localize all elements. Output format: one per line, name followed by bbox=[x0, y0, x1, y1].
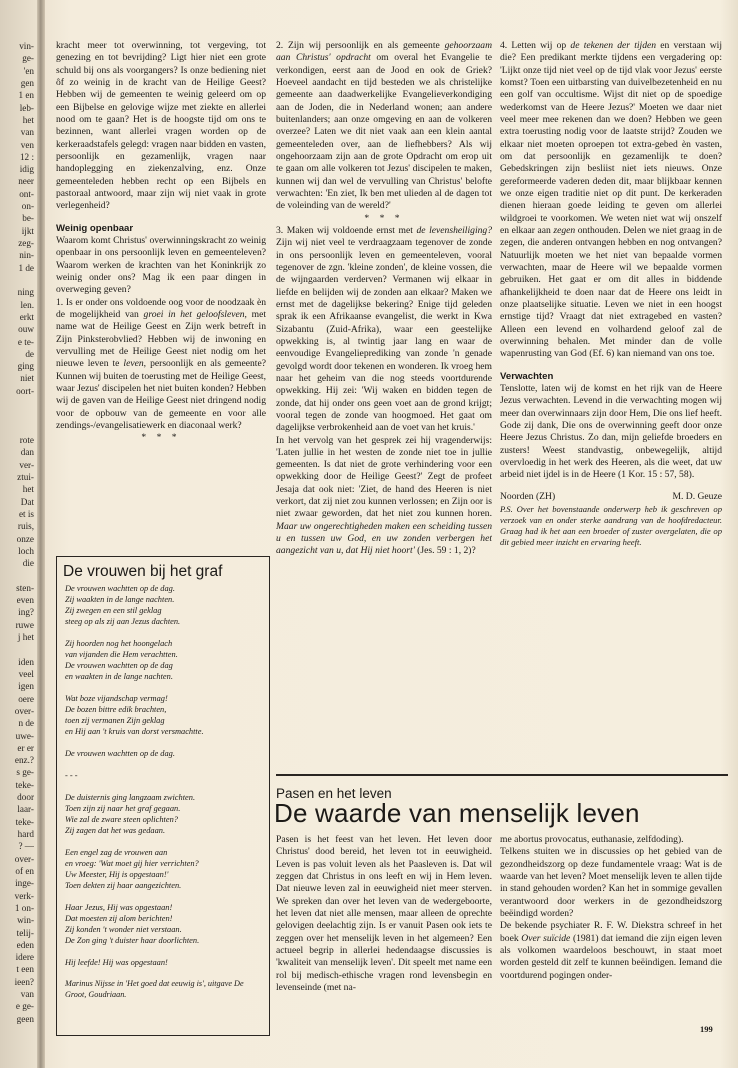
edge-fragment: gen bbox=[20, 77, 34, 88]
edge-fragment: eden bbox=[16, 939, 34, 950]
article-kicker: Pasen en het leven bbox=[276, 786, 392, 801]
paragraph: 1. Is er onder ons voldoende oog voor de noodzaak èn de mogelijkheid van groei in het geloofsleven, met name wat de Heilige Geest en Zijn werk betreft in Zijn Pinksterobvlied? Hebben wij de inwoning en vervulling met de Heilige Geest niet nodig om het nieuwe leven te leven, persoonlijk en als gemeente? Kunnen wij buiten de toerusting met de Heilige Geest, waar Jezus' discipelen het niet buiten konden? Hebben wij de gaven van de Heilige Geest niet dringend nodig voor de opbouw van de gemeente en voor alle zendings-/evangelisatiewerk en diaconaal werk? bbox=[56, 296, 266, 431]
article-divider bbox=[276, 774, 728, 776]
column-2 bbox=[276, 40, 492, 768]
edge-fragment: teke- bbox=[15, 816, 34, 827]
section-heading: Weinig openbaar bbox=[56, 222, 134, 234]
poem-stanza bbox=[65, 693, 263, 737]
poem-stanza bbox=[65, 902, 263, 946]
edge-fragment: verk- bbox=[14, 890, 34, 901]
edge-fragment: de bbox=[25, 348, 34, 359]
edge-fragment bbox=[0, 569, 34, 581]
edge-fragment: ieen? bbox=[14, 976, 34, 987]
edge-fragment: door bbox=[17, 792, 34, 803]
poem-line: Zij waakten in de lange nachten. bbox=[65, 595, 175, 604]
edge-fragment: over- bbox=[14, 853, 34, 864]
edge-fragment: ruis, bbox=[17, 521, 34, 532]
edge-fragment bbox=[0, 643, 34, 655]
edge-fragment: teke- bbox=[15, 779, 34, 790]
edge-fragment: dan bbox=[20, 447, 34, 458]
edge-fragment: laar- bbox=[17, 804, 34, 815]
edge-fragment: geen bbox=[16, 1013, 34, 1024]
edge-fragment: idig bbox=[19, 164, 34, 175]
poem-stanza bbox=[65, 583, 263, 627]
poem-line: De Zon ging 't duister haar doorlichten. bbox=[65, 936, 200, 945]
poem-stanza bbox=[65, 847, 263, 891]
edge-fragment: 'en bbox=[23, 65, 34, 76]
poem-line: Wie zal de zware steen oplichten? bbox=[65, 815, 178, 824]
edge-fragment: ijkt bbox=[21, 225, 34, 236]
poem-stanzas bbox=[57, 583, 269, 1000]
binding-gutter bbox=[37, 0, 45, 1068]
poem-line: toen zij vermanen Zijn geklag bbox=[65, 716, 165, 725]
edge-fragment: ruwe bbox=[15, 619, 34, 630]
postscript: P.S. Over het bovenstaande onderwerp heb ik geschreven op verzoek van en onder sterke aandrang van de hoofdredacteur. Graag had ik het aan een broeder of zuster overgelaten, die op dit gebied meer inzicht en ervaring heeft. bbox=[500, 503, 722, 547]
signature-line bbox=[500, 491, 722, 503]
article-headline: De waarde van menselijk leven bbox=[274, 798, 640, 828]
poem-line: Haar Jezus, Hij was opgestaan! bbox=[65, 903, 173, 912]
poem-stanza bbox=[65, 792, 263, 836]
poem-line: - - - bbox=[65, 771, 78, 780]
edge-fragment: ge- bbox=[22, 53, 34, 64]
article-column-2 bbox=[500, 834, 722, 1024]
poem-stanza bbox=[65, 748, 263, 759]
poem-line: Zij zagen dat het was gedaan. bbox=[65, 826, 166, 835]
poem-line: Zij hoorden nog het hoongelach bbox=[65, 639, 173, 648]
paragraph: Tenslotte, laten wij de komst en het rijk van de Heere Jezus verwachten. Levend in die verwachting mogen wij meer dan overwinnaars zijn door Hem, Die ons lief heeft. Gode zij dank, Die ons de overwinning geeft door onze Heere Jezus Christus. Zo dan, mijn geliefde broeders en zusters! Weest standvastig, onbewegelijk, altijd overvloedig in het werk des Heeren, als die weet, dat uw arbeid niet ijdel is in de Heere (1 Kor. 15 : 57, 58). bbox=[500, 382, 722, 481]
page-number: 199 bbox=[700, 1024, 713, 1034]
edge-fragment: inge- bbox=[15, 878, 34, 889]
article-column-1 bbox=[276, 834, 492, 1024]
edge-fragment: ver- bbox=[19, 459, 34, 470]
edge-fragment: of en bbox=[15, 865, 34, 876]
paragraph: 4. Letten wij op de tekenen der tijden en verstaan wij die? Een predikant merkte tijdens een vergadering op: 'Lijkt onze tijd niet veel op de tijd vlak voor Jezus' eerste komst? Toen een uitbarsting van duivelbezetenheid en nu een golf van occultisme. Wijst dit niet op de spoedige wederkomst van de Heere Jezus?' Moeten we daar niet veel meer mee rekenen dan we doen? Hebben we geen extra toerusting nodig voor de laatste strijd? Zouden we elkaar niet moeten oproepen tot extra-gebed èn vasten, om dat persoonlijk en gezamenlijk te doen? Gebedskringen zijn besliist niet iets nieuws. Onze gereformeerde vaderen deden dit, maar blijkbaar kennen we onze eigen traditie niet op dit punt. De kerkeraden dienen hieraan goede leiding te geven om allerlei wildgroei te voorkomen. We weten niet wat wij onszelf en elkaar aan zegen onthouden. Delen we niet graag in de zegen, die anderen ontvangen hebben en nog ontvangen? Natuurlijk moeten we het niet van bepaalde vormen verwachten, maar de Heere wil we bepaalde vormen gebruiken. Het gaat er om dit alles in biddende afhankelijkheid te doen naar dat de Heere ons leidt in onze plaatselijke situatie. Leven we niet in een hoogst ernstige tijd? Vraagt dat niet extragebed en vasten? Alleen een levend en volhardend geloof zal de overwinning behalen. Met minder dan de volle wapenrusting van God (Ef. 6) kan niemand van ons toe. bbox=[500, 40, 722, 360]
section-separator: * * * bbox=[364, 212, 404, 224]
edge-fragment: ztui- bbox=[17, 471, 34, 482]
poem-line: De vrouwen wachtten op de dag. bbox=[65, 584, 175, 593]
poem-stanza bbox=[65, 770, 263, 781]
edge-fragment: e ge- bbox=[15, 1001, 34, 1012]
paragraph: Waarom komt Christus' overwinningskracht zo weinig openbaar in ons persoonlijk leven en gemeenteleven? Waarom werken de krachten van het Koninkrijk zo weinig onder ons? Mag ik een paar dingen in overweging geven? bbox=[56, 234, 266, 296]
signature-author: M. D. Geuze bbox=[672, 491, 722, 503]
poem-line: De duisternis ging langzaam zwichten. bbox=[65, 793, 196, 802]
edge-fragment: 12 : bbox=[19, 151, 34, 162]
poem-line: Dat moesten zij alom berichten! bbox=[65, 914, 173, 923]
edge-fragment: j het bbox=[17, 632, 34, 642]
edge-fragment: Dat bbox=[20, 496, 34, 507]
edge-fragment bbox=[0, 409, 34, 421]
edge-fragment: len. bbox=[20, 299, 34, 310]
edge-fragment: sten- bbox=[16, 582, 34, 593]
edge-fragment: het bbox=[22, 484, 34, 495]
edge-fragment: die bbox=[22, 558, 34, 569]
edge-fragment: uwe- bbox=[15, 730, 34, 741]
edge-fragment: onze bbox=[16, 533, 34, 544]
edge-fragment: 1 on- bbox=[14, 902, 34, 913]
edge-fragment: ont- bbox=[19, 188, 34, 199]
edge-fragment: t een bbox=[16, 964, 34, 975]
paragraph: In het vervolg van het gesprek zei hij vragenderwijs: 'Laten jullie in het westen de zonde niet toe in jullie gemeenten. Is dat niet de grote verhindering voor een opwekking door de Heilige Geest?' Zegt de profeet Jesaja dat ook niet: 'Ziet, de hand des Heeren is niet verkort, dat zij niet zou kunnen verlossen; en Zijn oor is niet zwaar geworden, dat het niet zou kunnen horen. Maar uw ongerechtigheden maken een scheiding tussen u en tussen uw God, en uw zonden verbergen het aangezicht van u, dat Hij niet hoort' (Jes. 59 : 1, 2)? bbox=[276, 434, 492, 557]
poem-line: Wat boze vijandschap vermag! bbox=[65, 694, 168, 703]
poem-line: en Hij aan 't kruis van dorst versmachtte. bbox=[65, 727, 204, 736]
edge-fragment: nin- bbox=[19, 250, 34, 261]
signature-place: Noorden (ZH) bbox=[500, 491, 556, 503]
poem-stanza bbox=[65, 638, 263, 682]
edge-fragment: enz.? bbox=[14, 755, 34, 766]
paragraph: kracht meer tot overwinning, tot vergeving, tot genezing en tot bevrijding? Ligt hier niet een grote schuld bij ons als voorgangers? Is onze bediening niet ôf zo weinig in de kracht van de Heilige Geest? Hebben wij de gemeenten te weinig geleerd om op een Bijbelse en gelovige wijze met ziekte en allerlei nood om te gaan? Het is de hoogste tijd om ons te bezinnen, want allerlei vragen worden op de kerkeraadstafels gelegd: vragen naar bidden en vasten, persoonlijk en gezamenlijk, vragen naar handoplegging en ziekenzalving, enz. Onze gemeenteleden hebben recht op een Bijbels en pastoraal antwoord, maar zijn wij niet vaak in grote verlegenheid? bbox=[56, 40, 266, 212]
edge-fragment: rote bbox=[19, 435, 34, 445]
edge-fragment: het bbox=[22, 114, 34, 125]
edge-fragment: van bbox=[20, 127, 34, 138]
edge-fragment: idere bbox=[15, 952, 34, 963]
edge-fragment: hard bbox=[17, 829, 34, 839]
edge-fragment: win- bbox=[17, 915, 34, 926]
edge-fragment: et is bbox=[18, 508, 34, 519]
edge-fragment: even bbox=[16, 595, 34, 606]
edge-fragment: over- bbox=[14, 705, 34, 716]
edge-fragment: n de bbox=[18, 718, 34, 729]
edge-fragment: e te- bbox=[17, 336, 34, 347]
edge-fragment bbox=[0, 397, 34, 409]
paragraph: 2. Zijn wij persoonlijk en als gemeente gehoorzaam aan Christus' opdracht om overal het Evangelie te verkondigen, eerst aan de Jood en ook de Griek? Hoeveel aandacht en tijd besteden we als christelijke gemeente aan daadwerkelijke Evangelieverkondiging aan de Joden, die in Nederland wonen; aan andere buitenlanders; aan onze omgeving en aan de volkeren overzee? Laten we dit niet vaak aan een klein aantal gemeenteleden over, aan de liefhebbers? Als wij ongehoorzaam zijn aan de grote Opdracht om erop uit te gaan om alle volkeren tot Jezus' discipelen te maken, kunnen wij dan wel de vervulling van Christus' belofte verwachten: 'En ziet, Ik ben met ulieden al de dagen tot de voleinding van de wereld?' bbox=[276, 40, 492, 212]
paragraph: me abortus provocatus, euthanasie, zelfdoding). bbox=[500, 834, 684, 845]
edge-fragment: oere bbox=[18, 693, 34, 704]
edge-fragment: neer bbox=[18, 176, 34, 187]
paragraph: Pasen is het feest van het leven. Het leven door Christus' dood bereid, het leven tot in eeuwigheid. Leven is pas voluit leven als het Paasleven is. Dat wil zeggen dat Christus in ons leeft en wij in Hem leven. Dat nieuwe leven zal in eeuwigheid niet meer sterven. We spreken dan over het leven van de wedergeboorte, het leven dat niet alle mensen, maar alleen de oprechte gelovigen deelachtig zijn. Is er vanuit Pasen ook iets te zeggen over het menselijk leven in het algemeen? Een actueel begrip in allerlei hedendaagse discussies is 'kwaliteit van menselijk leven'. Dit speelt met name een rol bij medisch-ethische vragen rond levensbegin en levenseinde (met na- bbox=[276, 834, 492, 993]
poem-line: Zij zwegen en een stil geklag bbox=[65, 606, 162, 615]
poem-line: van vijanden die Hem verachtten. bbox=[65, 650, 178, 659]
poem-title: De vrouwen bij het graf bbox=[63, 563, 223, 580]
facing-page-edge bbox=[0, 40, 34, 1040]
edge-fragment: ? — bbox=[18, 841, 34, 852]
column-1 bbox=[56, 40, 266, 550]
edge-fragment: on- bbox=[21, 201, 34, 212]
edge-fragment: iden bbox=[18, 656, 34, 667]
edge-fragment: be- bbox=[22, 213, 34, 224]
poem-line: Toen dekten zij haar aangezichten. bbox=[65, 881, 182, 890]
poem-line: Toen zijn zij naar het graf gegaan. bbox=[65, 804, 181, 813]
edge-fragment: ing? bbox=[18, 607, 34, 618]
poem-line: Een engel zag de vrouwen aan bbox=[65, 848, 168, 857]
edge-fragment: van bbox=[20, 989, 34, 1000]
edge-fragment: leb- bbox=[19, 102, 34, 113]
edge-fragment: er er bbox=[17, 742, 34, 753]
paragraph: Telkens stuiten we in discussies op het gebied van de gezondheidszorg op deze fundamentele vraag: Wat is de waarde van het leven? Moet menselijk leven te allen tijde in stand gehouden worden? Kan het in sommige gevallen verantwoord door werkers in de gezondheidszorg beëindigd worden? bbox=[500, 846, 722, 919]
edge-fragment: telij- bbox=[16, 927, 34, 938]
poem-box bbox=[56, 556, 270, 1036]
poem-line: en waakten in de lange nachten. bbox=[65, 672, 173, 681]
edge-fragment: 1 en bbox=[18, 90, 34, 101]
edge-fragment: vin- bbox=[19, 41, 34, 51]
edge-fragment: ouw bbox=[18, 324, 34, 335]
edge-fragment bbox=[0, 274, 34, 286]
edge-fragment: ven bbox=[20, 139, 34, 150]
edge-fragment: igen bbox=[18, 681, 34, 692]
edge-fragment bbox=[0, 422, 34, 434]
poem-line: Hij leefde! Hij was opgestaan! bbox=[65, 958, 168, 967]
edge-fragment: zeg- bbox=[18, 238, 34, 248]
poem-line: De bozen bittre edik brachten, bbox=[65, 705, 167, 714]
column-3 bbox=[500, 40, 722, 768]
edge-fragment: ning bbox=[17, 287, 34, 298]
edge-fragment: s ge- bbox=[16, 767, 34, 778]
section-heading: Verwachten bbox=[500, 370, 554, 382]
edge-fragment: ging bbox=[17, 361, 34, 372]
edge-fragment: 1 de bbox=[18, 262, 34, 273]
poem-line: De vrouwen wachtten op de dag. bbox=[65, 749, 175, 758]
paragraph: 3. Maken wij voldoende ernst met de levensheiliging? Zijn wij niet veel te verdraagzaam tegenover de zonde in ons persoonlijk leven en gemeenteleven, vooral tegenover de zgn. 'kleine zonden', de kleine vossen, die de wijngaarden verderven? Vermanen wij elkaar in liefde en belijden wij de zonden aan elkaar? Maken we ernst met de dagelijkse bekering? Enige tijd geleden sprak ik een Afrikaanse evangelist, die werkt in Kwa Sizabantu (Zuid-Afrika), waar een geestelijke opwekking is, al twintig jaar lang en waar de eenvoudige Evangelieprediking van zonde 'n genade gevolgd wordt door tekenen en wonderen. Ik vroeg hem naar het geheim van die nog steeds voortdurende opwekking. Hij zei: 'Wij waken en bidden tegen de zonde, dat hij onder ons geen voet aan de grond krijgt; vooral tegen de zonde van hoogmoed. Het gaat om dagelijkse verbrokenheid aan de voet van het kruis.' bbox=[276, 224, 492, 434]
poem-line: De vrouwen wachtten op de dag bbox=[65, 661, 173, 670]
poem-line: en vroeg: 'Wat moet gij hier verrichten? bbox=[65, 859, 199, 868]
poem-stanza bbox=[65, 957, 263, 968]
poem-line: Uw Meester, Hij is opgestaan!' bbox=[65, 870, 169, 879]
edge-fragment: niet bbox=[20, 373, 34, 384]
edge-fragment: loch bbox=[18, 545, 34, 556]
poem-line: Zij konden 't wonder niet verstaan. bbox=[65, 925, 182, 934]
poem-line: steeg op als zij aan Jezus dachten. bbox=[65, 617, 181, 626]
paragraph: De bekende psychiater R. F. W. Diekstra schreef in het boek Over suïcide (1981) dat iemand die zijn eigen leven als volkomen waardeloos beschouwt, in staat moet worden gesteld dit zelf te kunnen beëindigen. Iemand die voortdurend pogingen onder- bbox=[500, 920, 722, 981]
poem-credit: Marinus Nijsse in 'Het goed dat eeuwig is', uitgave De Groot, Goudriaan. bbox=[65, 979, 244, 999]
edge-fragment: veel bbox=[18, 668, 34, 679]
edge-fragment: erkt bbox=[19, 311, 34, 322]
section-separator: * * * bbox=[141, 432, 181, 444]
edge-fragment: oort- bbox=[16, 385, 34, 396]
